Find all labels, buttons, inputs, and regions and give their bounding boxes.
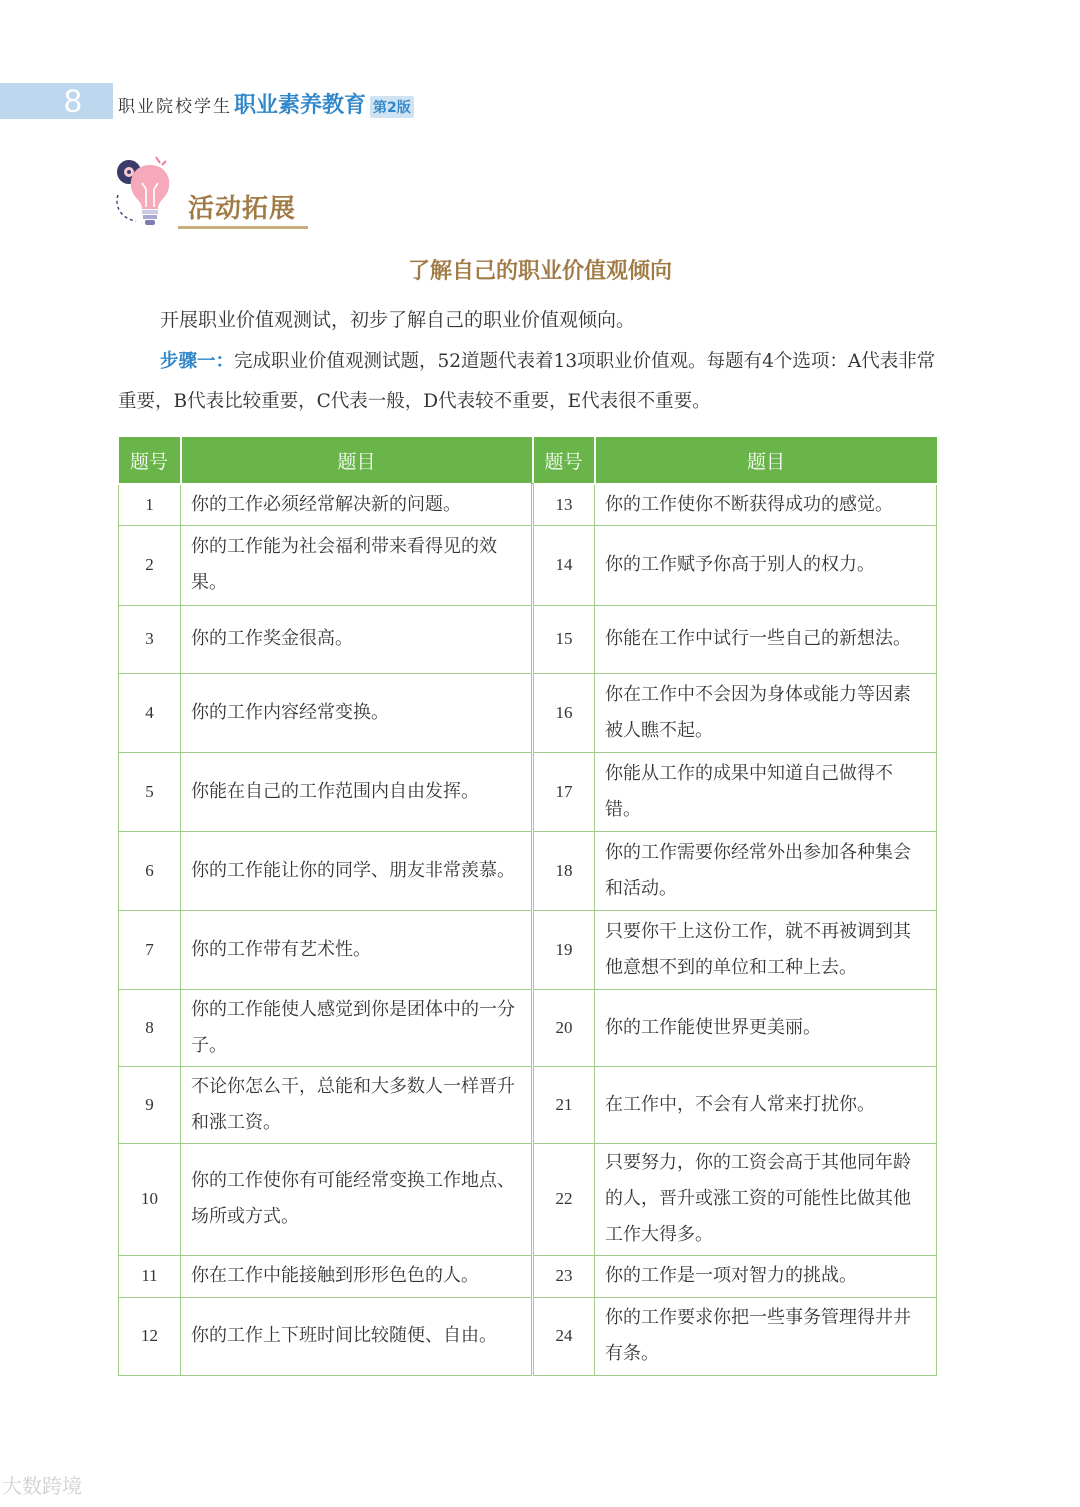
header-question-right: 题目 <box>595 437 937 484</box>
question-number: 12 <box>119 1297 181 1375</box>
question-text: 你的工作必须经常解决新的问题。 <box>181 484 533 525</box>
question-number: 11 <box>119 1255 181 1297</box>
header-number-right: 题号 <box>533 437 595 484</box>
question-text: 你能在自己的工作范围内自由发挥。 <box>181 752 533 831</box>
question-text: 你的工作奖金很高。 <box>181 605 533 673</box>
table-row <box>119 1297 937 1375</box>
step-paragraph <box>118 342 948 422</box>
question-text: 你在工作中不会因为身体或能力等因素被人瞧不起。 <box>595 673 937 752</box>
question-text: 只要你干上这份工作，就不再被调到其他意想不到的单位和工种上去。 <box>595 910 937 989</box>
question-table <box>118 437 937 1376</box>
page-number: 8 <box>64 83 82 119</box>
question-text: 你的工作是一项对智力的挑战。 <box>595 1255 937 1297</box>
question-number: 4 <box>119 673 181 752</box>
table-header-row <box>119 437 937 484</box>
edition-badge: 第2版 <box>370 96 414 118</box>
question-number: 10 <box>119 1143 181 1255</box>
question-text: 你的工作能使世界更美丽。 <box>595 989 937 1066</box>
question-text: 你的工作能让你的同学、朋友非常羡慕。 <box>181 831 533 910</box>
question-text: 你的工作带有艺术性。 <box>181 910 533 989</box>
question-text: 你的工作使你不断获得成功的感觉。 <box>595 484 937 525</box>
book-title-part2: 职业素养教育 <box>234 93 367 118</box>
table-row <box>119 1066 937 1143</box>
question-text: 你的工作上下班时间比较随便、自由。 <box>181 1297 533 1375</box>
table-row <box>119 605 937 673</box>
table-row <box>119 989 937 1066</box>
question-text: 在工作中，不会有人常来打扰你。 <box>595 1066 937 1143</box>
question-text: 你的工作赋予你高于别人的权力。 <box>595 525 937 605</box>
question-text: 你的工作需要你经常外出参加各种集会和活动。 <box>595 831 937 910</box>
question-number: 18 <box>533 831 595 910</box>
header-number-left: 题号 <box>119 437 181 484</box>
table-row <box>119 1143 937 1255</box>
lightbulb-icon <box>112 155 182 233</box>
table-row <box>119 752 937 831</box>
question-number: 6 <box>119 831 181 910</box>
question-text: 你的工作使你有可能经常变换工作地点、场所或方式。 <box>181 1143 533 1255</box>
question-number: 5 <box>119 752 181 831</box>
table-row <box>119 910 937 989</box>
question-text: 你的工作能为社会福利带来看得见的效果。 <box>181 525 533 605</box>
table-body <box>119 484 937 1375</box>
question-number: 21 <box>533 1066 595 1143</box>
table-row <box>119 831 937 910</box>
question-number: 19 <box>533 910 595 989</box>
activity-heading: 活动拓展 <box>188 194 297 224</box>
intro-paragraph: 开展职业价值观测试，初步了解自己的职业价值观倾向。 <box>160 309 636 331</box>
question-text: 你的工作要求你把一些事务管理得井井有条。 <box>595 1297 937 1375</box>
question-number: 8 <box>119 989 181 1066</box>
question-number: 22 <box>533 1143 595 1255</box>
step-label: 步骤一： <box>160 351 235 372</box>
question-number: 20 <box>533 989 595 1066</box>
question-number: 3 <box>119 605 181 673</box>
book-title <box>118 88 414 118</box>
table-row <box>119 1255 937 1297</box>
table-row <box>119 673 937 752</box>
section-title: 了解自己的职业价值观倾向 <box>407 259 672 284</box>
question-number: 16 <box>533 673 595 752</box>
question-number: 23 <box>533 1255 595 1297</box>
question-number: 14 <box>533 525 595 605</box>
question-text: 你的工作能使人感觉到你是团体中的一分子。 <box>181 989 533 1066</box>
book-title-part1: 职业院校学生 <box>118 97 232 117</box>
question-number: 15 <box>533 605 595 673</box>
question-number: 7 <box>119 910 181 989</box>
question-number: 13 <box>533 484 595 525</box>
heading-underline <box>178 226 308 229</box>
header-question-left: 题目 <box>181 437 533 484</box>
question-text: 你的工作内容经常变换。 <box>181 673 533 752</box>
step-text: 完成职业价值观测试题，52道题代表着13项职业价值观。每题有4个选项：A代表非常重要，B代表比较重要，C代表一般，D代表较不重要，E代表很不重要。 <box>118 351 936 412</box>
table-row <box>119 484 937 525</box>
question-text: 你能在工作中试行一些自己的新想法。 <box>595 605 937 673</box>
question-number: 24 <box>533 1297 595 1375</box>
question-text: 只要努力，你的工资会高于其他同年龄的人，晋升或涨工资的可能性比做其他工作大得多。 <box>595 1143 937 1255</box>
question-number: 2 <box>119 525 181 605</box>
table-row <box>119 525 937 605</box>
question-text: 不论你怎么干，总能和大多数人一样晋升和涨工资。 <box>181 1066 533 1143</box>
watermark: 大数跨境 <box>2 1474 82 1498</box>
question-number: 17 <box>533 752 595 831</box>
question-number: 1 <box>119 484 181 525</box>
question-text: 你能从工作的成果中知道自己做得不错。 <box>595 752 937 831</box>
question-text: 你在工作中能接触到形形色色的人。 <box>181 1255 533 1297</box>
question-number: 9 <box>119 1066 181 1143</box>
